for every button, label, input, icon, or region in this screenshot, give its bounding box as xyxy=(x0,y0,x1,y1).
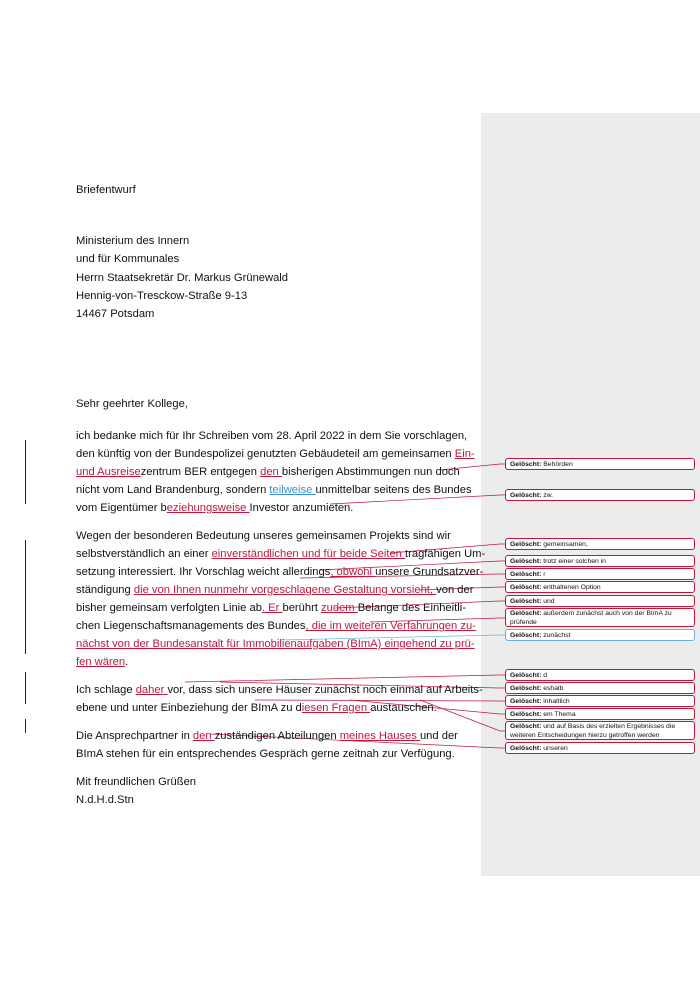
address-line: 14467 Potsdam xyxy=(76,308,155,320)
paragraph-line xyxy=(76,599,466,617)
insertion: . Er xyxy=(261,602,283,614)
text-run: tragfähigen Um- xyxy=(405,548,486,560)
text-run: selbstverständlich an einer xyxy=(76,548,212,560)
insertion: den xyxy=(260,466,282,478)
insertion: die von Ihnen nunmehr vorgeschlagene Gestaltung vorsieht, xyxy=(133,584,437,596)
text-run: nicht vom Land Brandenburg, sondern xyxy=(76,484,270,496)
insertion: einverständlichen und für beide Seiten xyxy=(211,548,406,560)
deletion-comment[interactable]: Gelöscht: gemeinsamen, xyxy=(505,538,695,550)
insertion: iesen Fragen xyxy=(301,702,371,714)
text-run: . xyxy=(125,656,129,668)
insertion: nächst von der Bundesanstalt für Immobilienaufgaben (BImA) eingehend zu prü- xyxy=(76,638,475,650)
text-run: unsere Grundsatzver- xyxy=(375,566,484,578)
deletion-comment[interactable]: Gelöscht: unseren xyxy=(505,742,695,754)
paragraph-line: Wegen der besonderen Bedeutung unseres gemeinsamen Projekts sind wir xyxy=(76,530,451,542)
insertion: , die im weiteren Verfahrungen zu- xyxy=(305,620,476,632)
address-line: Ministerium des Innern xyxy=(76,235,190,247)
insertion: meines Hauses xyxy=(339,730,420,742)
paragraph-line xyxy=(76,563,483,581)
text-run: unmittelbar seitens des Bundes xyxy=(315,484,472,496)
paragraph-line xyxy=(76,463,460,481)
deletion-comment[interactable]: Gelöscht: und auf Basis des erzielten Ergebnisses die weiteren Entscheidungen hierzu getroffen werden xyxy=(505,721,695,740)
document-heading: Briefentwurf xyxy=(76,184,136,196)
deletion-comment[interactable]: Gelöscht: eshalb xyxy=(505,682,695,694)
paragraph-line xyxy=(76,581,473,599)
paragraph-line xyxy=(76,635,475,653)
paragraph-line xyxy=(76,445,475,463)
address-line: Herrn Staatsekretär Dr. Markus Grünewald xyxy=(76,272,289,284)
address-line: Hennig-von-Tresckow-Straße 9-13 xyxy=(76,290,248,302)
paragraph-line: ich bedanke mich für Ihr Schreiben vom 28. April 2022 in dem Sie vorschlagen, xyxy=(76,430,468,442)
text-run: austauschen. xyxy=(370,702,437,714)
text-run: Belange des Einheitli- xyxy=(357,602,466,614)
text-run: zentrum BER entgegen xyxy=(140,466,261,478)
text-run: setzung interessiert. Ihr Vorschlag weicht allerdings xyxy=(76,566,331,578)
paragraph-line xyxy=(76,681,483,699)
text-run: von der xyxy=(436,584,474,596)
text-run: zuständigen Abteilungen xyxy=(214,730,340,742)
text-run: berührt xyxy=(282,602,322,614)
paragraph-line xyxy=(76,499,353,517)
insertion: eziehungsweise xyxy=(166,502,250,514)
salutation: Sehr geehrter Kollege, xyxy=(76,398,188,410)
paragraph-line: BImA stehen für ein entsprechendes Gespräch gerne zeitnah zur Verfügung. xyxy=(76,748,455,760)
change-bar xyxy=(25,672,26,704)
insertion: , obwohl xyxy=(330,566,376,578)
text-run: den künftig von der Bundespolizei genutzten Gebäudeteil am gemeinsamen xyxy=(76,448,455,460)
deletion-comment[interactable]: Gelöscht: r xyxy=(505,568,695,580)
text-run: vor, dass sich unsere Häuser zunächst noch einmal auf Arbeits- xyxy=(167,684,483,696)
text-run: vom Eigentümer b xyxy=(76,502,167,514)
deletion-comment[interactable]: Gelöscht: und xyxy=(505,595,695,607)
paragraph-line xyxy=(76,545,485,563)
insertion: und Ausreise xyxy=(76,466,141,478)
text-run: und der xyxy=(419,730,458,742)
insertion: Ein- xyxy=(454,448,475,460)
deletion-comment[interactable]: Gelöscht: em Thema xyxy=(505,708,695,720)
change-bar xyxy=(25,540,26,654)
deletion-comment[interactable]: Gelöscht: zw. xyxy=(505,489,695,501)
text-run: chen Liegenschaftsmanagements des Bundes xyxy=(76,620,306,632)
insertion: den xyxy=(192,730,215,742)
text-run: Investor anzumieten. xyxy=(249,502,354,514)
text-run: bisherigen Abstimmungen nun doch xyxy=(281,466,460,478)
deletion-comment[interactable]: Gelöscht: zunächst xyxy=(505,629,695,641)
paragraph-line xyxy=(76,617,476,635)
deletion-comment[interactable]: Gelöscht: trotz einer solchen in xyxy=(505,555,695,567)
paragraph-line xyxy=(76,727,458,745)
closing: Mit freundlichen Grüßen xyxy=(76,776,197,788)
deletion-comment[interactable]: Gelöscht: inhaltlich xyxy=(505,695,695,707)
text-run: ebene und unter Einbeziehung der BImA zu d xyxy=(76,702,302,714)
text-run: Die Ansprechpartner in xyxy=(76,730,193,742)
paragraph-line xyxy=(76,481,472,499)
paragraph-line xyxy=(76,699,437,717)
insertion: fen wären xyxy=(76,656,126,668)
signature: N.d.H.d.Stn xyxy=(76,794,134,806)
deletion-comment[interactable]: Gelöscht: außerdem zunächst auch von der BImA zu prüfende xyxy=(505,608,695,627)
insertion: daher xyxy=(135,684,168,696)
insertion: zudem xyxy=(321,602,358,614)
change-bar xyxy=(25,719,26,733)
paragraph-line xyxy=(76,653,128,671)
deletion-comment[interactable]: Gelöscht: d xyxy=(505,669,695,681)
deletion-comment[interactable]: Gelöscht: Behörden xyxy=(505,458,695,470)
address-line: und für Kommunales xyxy=(76,253,180,265)
deletion-comment[interactable]: Gelöscht: enthaltenen Option xyxy=(505,581,695,593)
text-run: bisher gemeinsam verfolgten Linie ab xyxy=(76,602,262,614)
insertion: teilweise xyxy=(269,484,316,496)
text-run: ständigung xyxy=(76,584,134,596)
text-run: Ich schlage xyxy=(76,684,136,696)
change-bar xyxy=(25,440,26,504)
